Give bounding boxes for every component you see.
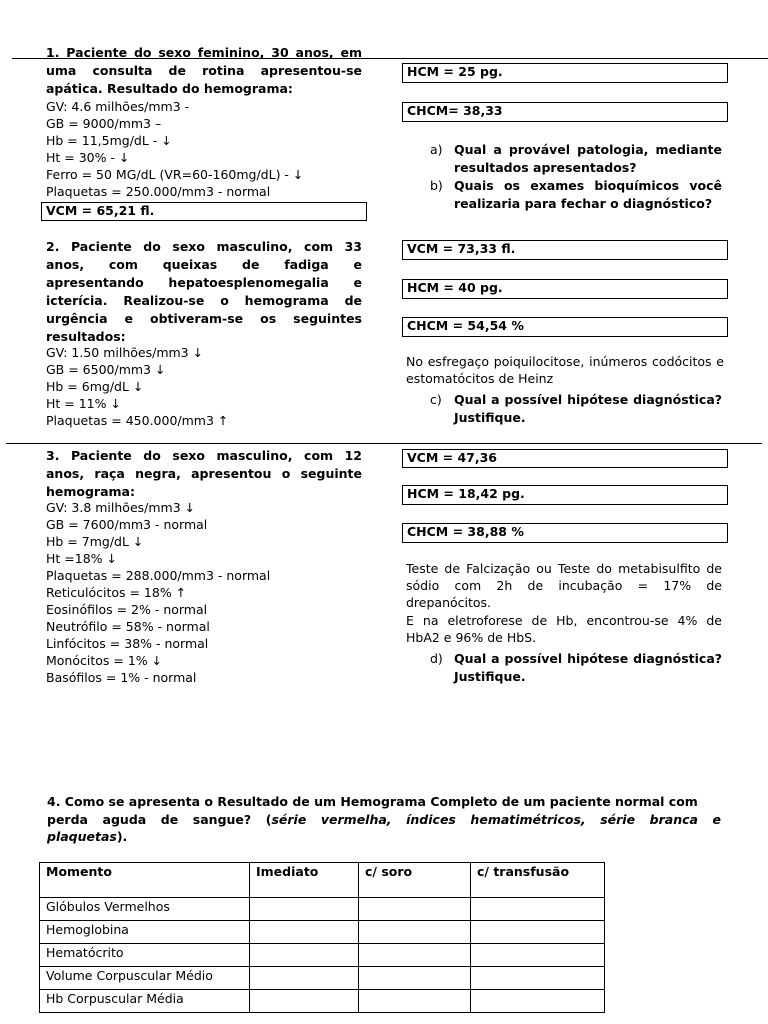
table-row: [40, 921, 605, 944]
table-cell[interactable]: [359, 921, 471, 944]
table-cell[interactable]: [359, 967, 471, 990]
case1-chcm-box: CHCM= 38,33: [402, 102, 728, 122]
table-row: [40, 898, 605, 921]
table-cell[interactable]: [471, 898, 605, 921]
case1-values: [46, 98, 376, 208]
question-a-text: Qual a provável patologia, mediante resultados apresentados?: [454, 142, 722, 175]
case3-value: Plaquetas = 288.000/mm3 - normal: [46, 568, 271, 583]
case1-vcm-box: VCM = 65,21 fl.: [41, 202, 367, 221]
case3-note1: Teste de Falcização ou Teste do metabisulfito de sódio com 2h de incubação = 17% de drepanócitos.: [406, 561, 722, 610]
case1-value: GV: 4.6 milhões/mm3 -: [46, 99, 190, 114]
case3-note2: E na eletroforese de Hb, encontrou-se 4% de HbA2 e 96% de HbS.: [406, 613, 722, 645]
case3-value: Hb = 7mg/dL ↓: [46, 534, 144, 549]
case1-value: Ferro = 50 MG/dL (VR=60-160mg/dL) - ↓: [46, 167, 304, 182]
table-header-cell: Momento: [40, 863, 250, 898]
table-header-row: [40, 863, 605, 898]
question4-line2: [47, 811, 721, 829]
question-d-text: Qual a possível hipótese diagnóstica? Justifique.: [454, 651, 722, 684]
case3-value: Ht =18% ↓: [46, 551, 117, 566]
case2-title: [46, 238, 362, 346]
table-row: [40, 944, 605, 967]
case2-hcm-box: HCM = 40 pg.: [402, 279, 728, 299]
question-b: [430, 177, 722, 213]
table-cell[interactable]: [359, 990, 471, 1013]
question4: [47, 793, 721, 846]
case2-title-line: icterícia. Realizou-se o hemograma de: [46, 293, 362, 308]
table-cell[interactable]: [359, 898, 471, 921]
table-header-cell: c/ soro: [359, 863, 471, 898]
table-cell[interactable]: [250, 944, 359, 967]
question-c-label: c): [430, 392, 442, 407]
table-cell[interactable]: [250, 967, 359, 990]
question-a-label: a): [430, 142, 443, 157]
case1-title: [46, 44, 362, 98]
table-header-cell: Imediato: [250, 863, 359, 898]
question4-line1: 4. Como se apresenta o Resultado de um Hemograma Completo de um paciente normal com: [47, 794, 698, 809]
case1-block: [46, 44, 362, 98]
case2-title-line: urgência e obtiveram-se os seguintes: [46, 311, 362, 326]
table-header-cell: c/ transfusão: [471, 863, 605, 898]
case2-value: Hb = 6mg/dL ↓: [46, 379, 144, 394]
case3-value: Monócitos = 1% ↓: [46, 653, 163, 668]
case2-title-line: 2. Paciente do sexo masculino, com 33: [46, 239, 362, 254]
case2-value: GB = 6500/mm3 ↓: [46, 362, 166, 377]
hemogram-table: [39, 862, 605, 1013]
table-cell[interactable]: [471, 921, 605, 944]
case3-title: [46, 447, 362, 501]
question-c-text: Qual a possível hipótese diagnóstica? Justifique.: [454, 392, 722, 425]
case3-title-line: 3. Paciente do sexo masculino, com 12: [46, 448, 362, 463]
case2-title-line: resultados:: [46, 329, 126, 344]
question4-line2-a: perda aguda de sangue? (: [47, 811, 272, 827]
question-d-label: d): [430, 651, 443, 666]
case3-value: Basófilos = 1% - normal: [46, 670, 197, 685]
case2-title-line: anos, com queixas de fadiga e: [46, 257, 362, 272]
question4-line3-a: plaquetas: [47, 829, 117, 844]
table-row: [40, 990, 605, 1013]
table-cell[interactable]: [471, 967, 605, 990]
table-cell[interactable]: [359, 944, 471, 967]
case3-value: Eosinófilos = 2% - normal: [46, 602, 208, 617]
case3-value: Reticulócitos = 18% ↑: [46, 585, 187, 600]
table-row-label: Hb Corpuscular Média: [40, 990, 250, 1013]
case3-block: [46, 447, 362, 501]
case3-chcm-box: CHCM = 38,88 %: [402, 523, 728, 543]
case2-value: Plaquetas = 450.000/mm3 ↑: [46, 413, 229, 428]
case3-value: GV: 3.8 milhões/mm3 ↓: [46, 500, 196, 515]
table-cell[interactable]: [250, 990, 359, 1013]
case2-chcm-box: CHCM = 54,54 %: [402, 317, 728, 337]
case2-vcm-box: VCM = 73,33 fl.: [402, 240, 728, 260]
case1-value: Plaquetas = 250.000/mm3 - normal: [46, 184, 271, 199]
case1-title-line: uma consulta de rotina apresentou-se: [46, 63, 362, 78]
question-a: [430, 141, 722, 177]
case3-title-line: anos, raça negra, apresentou o seguinte: [46, 466, 362, 481]
table-cell[interactable]: [250, 921, 359, 944]
case2-note: No esfregaço poiquilocitose, inúmeros codócitos e estomatócitos de Heinz: [406, 354, 724, 386]
case1-hcm-box: HCM = 25 pg.: [402, 63, 728, 83]
case3-vcm-box: VCM = 47,36: [402, 449, 728, 468]
case3-value: Neutrófilo = 58% - normal: [46, 619, 210, 634]
case3-value: Linfócitos = 38% - normal: [46, 636, 209, 651]
question-d: [430, 650, 722, 686]
question4-line2-b: série vermelha, índices hematimétricos, série branca e: [271, 811, 721, 827]
table-row-label: Volume Corpuscular Médio: [40, 967, 250, 990]
table-row-label: Hemoglobina: [40, 921, 250, 944]
question-c: [430, 391, 722, 427]
case1-value: Ht = 30% - ↓: [46, 150, 130, 165]
table-row: [40, 967, 605, 990]
case1-title-line: apática. Resultado do hemograma:: [46, 81, 293, 96]
table-cell[interactable]: [471, 990, 605, 1013]
case2-value: Ht = 11% ↓: [46, 396, 121, 411]
case3-values: [46, 499, 376, 689]
table-cell[interactable]: [471, 944, 605, 967]
question4-line3: [47, 828, 721, 846]
case3-rule: [6, 443, 762, 444]
case3-hcm-box: HCM = 18,42 pg.: [402, 485, 728, 505]
table-row-label: Hematócrito: [40, 944, 250, 967]
case3-value: GB = 7600/mm3 - normal: [46, 517, 208, 532]
case2-title-line: apresentando hepatoesplenomegalia e: [46, 275, 362, 290]
case1-title-line: 1. Paciente do sexo feminino, 30 anos, em: [46, 45, 362, 60]
case1-value: Hb = 11,5mg/dL - ↓: [46, 133, 172, 148]
question-b-text: Quais os exames bioquímicos você realizaria para fechar o diagnóstico?: [454, 178, 722, 211]
table-cell[interactable]: [250, 898, 359, 921]
case2-values: [46, 344, 376, 434]
case1-value: GB = 9000/mm3 –: [46, 116, 162, 131]
case2-value: GV: 1.50 milhões/mm3 ↓: [46, 345, 204, 360]
table-row-label: Glóbulos Vermelhos: [40, 898, 250, 921]
case3-title-line: hemograma:: [46, 484, 135, 499]
case2-block: [46, 238, 362, 346]
question4-line3-b: ).: [116, 829, 128, 844]
question-b-label: b): [430, 178, 443, 193]
